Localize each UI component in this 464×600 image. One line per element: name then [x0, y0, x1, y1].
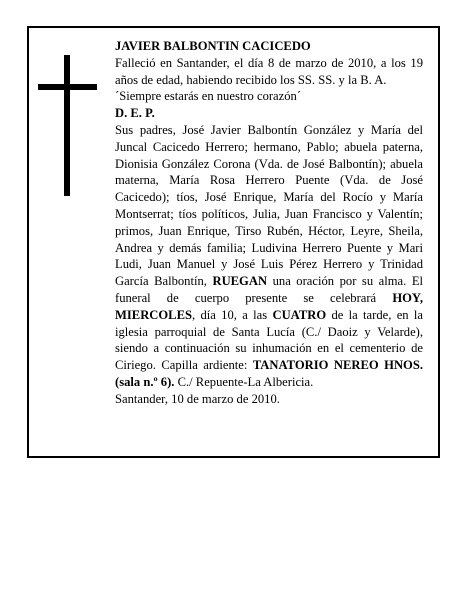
dep-label: D. E. P. [115, 106, 155, 121]
deceased-name: JAVIER BALBONTIN CACICEDO [115, 39, 311, 53]
date-text: , día 10, a las [191, 307, 268, 322]
prayer-text: una oración por su alma. El funeral de cuerpo presente se celebrará [115, 274, 424, 305]
chapel-address: C./ Repuente-La Albericia. [177, 374, 314, 389]
death-info: Falleció en Santander, el día 8 de marzo de 2010, a los 19 años de edad, habiendo recibido los SS. SS. y la B. A. [115, 55, 423, 87]
cross-icon-bar [38, 84, 97, 90]
obituary-content [115, 38, 423, 408]
chapel-name: TANATORIO NEREO HNOS. (sala n.º 6). [115, 358, 423, 389]
ruegan-label: RUEGAN [212, 274, 268, 289]
funeral-time: CUATRO [272, 307, 327, 322]
quote: ´Siempre estarás en nuestro corazón´ [115, 89, 302, 104]
funeral-day: HOY, MIERCOLES [115, 290, 423, 322]
church-text: de la tarde, en la iglesia parroquial de Santa Lucía (C./ Daoiz y Velarde), siendo a continuación su inhumación en el cementerio de Ciriego. Capilla ardiente: [115, 307, 423, 373]
cross-icon [64, 55, 70, 196]
family-text: Sus padres, José Javier Balbontín González y María del Juncal Cacicedo Herrero; hermano, Pablo; abuela paterna, Dionisia González Corona (Vda. de José Balbontín); abuela materna, María Rosa Herrero Puente (Vda. de José Cacicedo); tíos, José Enrique, María del Rocío y María Montserrat; tíos políticos, Julia, Juan Francisco y Valentín; primos, Juan Enrique, Tirso Rubén, Héctor, Leyre, Sheila, Andrea y demás familia; Ludivina Herrero Puente y Mari Ludi, Juan Manuel y José Luis Pérez Herrero y Trinidad García Balbontín, [115, 122, 423, 289]
place-date: Santander, 10 de marzo de 2010. [115, 391, 280, 406]
family-paragraph [115, 122, 423, 391]
